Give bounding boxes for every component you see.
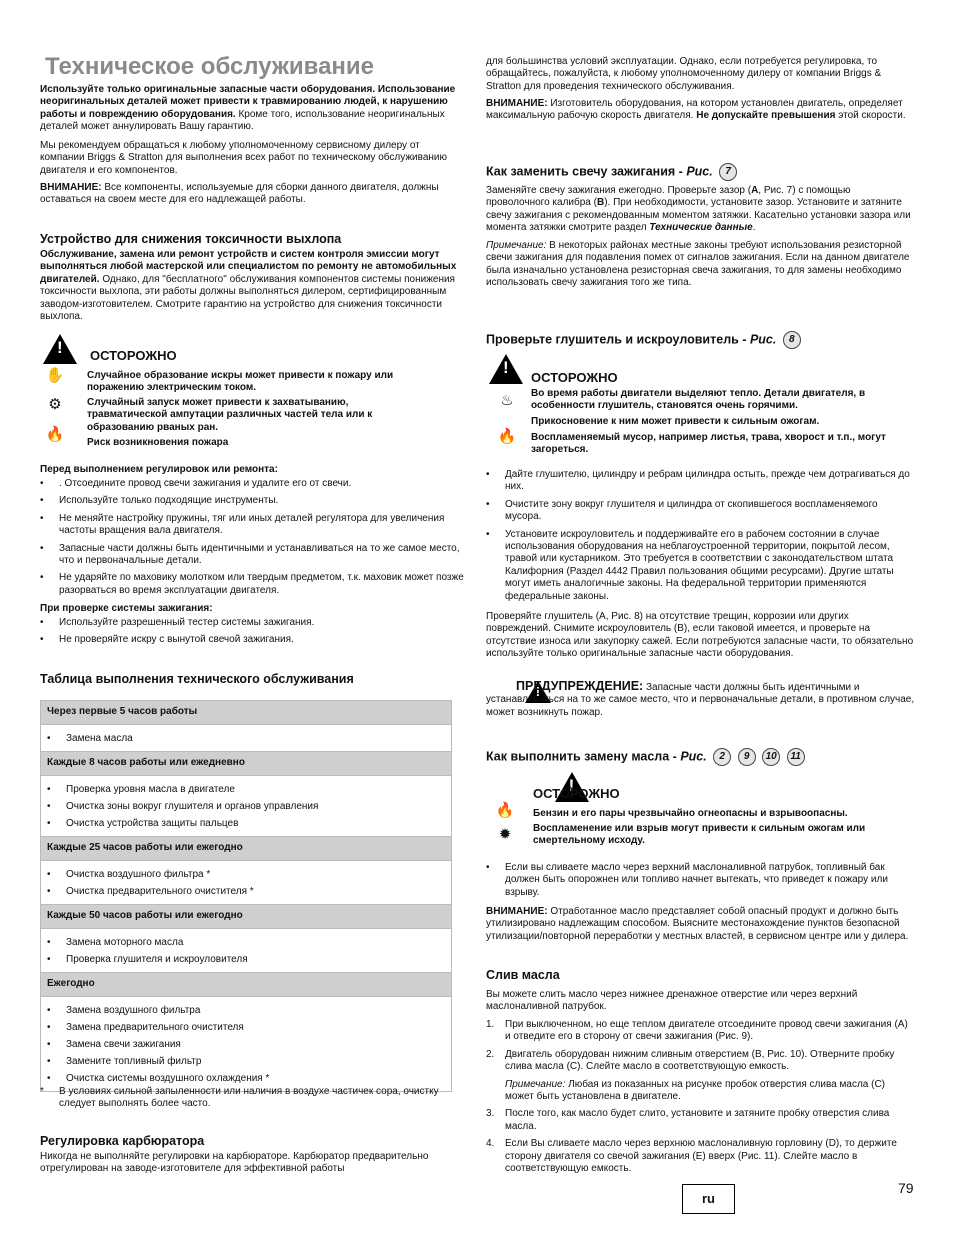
list-item: • . Отсоедините провод свечи зажигания и удалите его от свечи. (40, 478, 468, 490)
list-item: • Не меняйте настройку пружины, тяг или иных деталей регулятора для увеличения частоты вращения вала двигателя. (40, 513, 468, 538)
drain-steps (486, 1019, 916, 1180)
page-title: Техническое обслуживание (45, 53, 375, 80)
carb-paragraph: Никогда не выполняйте регулировки на карбюраторе. Карбюратор предварительно отрегулирован на заводе-изготовителе для эффективной работы (40, 1151, 429, 1175)
figure-ref: 9 (738, 748, 756, 766)
oil-heading: Как выполнить замену масла - Рис. 2 9 10 11 (486, 748, 805, 766)
figure-ref: 7 (719, 163, 737, 181)
list-item: 3. После того, как масло будет слито, установите и затяните пробку отверстия слива масла. (486, 1108, 890, 1132)
warning-heat: Во время работы двигатели выделяют тепло. Детали двигателя, в особенности глушитель, становятся очень горячими. (531, 388, 866, 412)
table-item: • Очистка воздушного фильтра * (41, 866, 451, 883)
speed-notice: ВНИМАНИЕ: Изготовитель оборудования, на котором установлен двигатель, определяет максимальную рабочую скорость двигателя. Не допускайте превышения этой скорости. (486, 98, 906, 122)
warning-triangle-icon (43, 334, 77, 364)
list-item: • Установите искроуловитель и поддерживайте его в рабочем состоянии в случае использования оборудования на неблагоустроенной территории, покрытой лесом, травой или кустарником. Это требуется в соответствии с законодательством штата Калифорния (Раздел 4442 Правил пользования общими ресурсами). Другие штаты могут иметь аналогичные законы. На федеральной территории применяются федеральные законы. (486, 529, 916, 603)
warning-title: ОСТОРОЖНО (533, 786, 620, 801)
warning-fuel: Бензин и его пары чрезвычайно огнеопасны и взрывоопасны. (533, 808, 848, 819)
figure-ref: 11 (787, 748, 805, 766)
electric-shock-icon: ✋ (45, 367, 65, 384)
table-section-body (41, 929, 452, 973)
warning-spark: Случайное образование искры может привести к пожару или поражению электрическим током. (87, 370, 394, 394)
table-section-header: Ежегодно (41, 973, 452, 997)
plug-heading: Как заменить свечу зажигания - Рис. 7 (486, 163, 737, 181)
table-item: • Очистка устройства защиты пальцев (41, 815, 451, 832)
list-item: • Очистите зону вокруг глушителя и цилиндра от скопившегося воспламеняемого мусора. (486, 499, 916, 524)
fire-icon: 🔥 (497, 428, 517, 445)
ignition-list (40, 617, 468, 652)
list-item: 1. При выключенном, но еще теплом двигателе отсоедините провод свечи зажигания (A) и отведите его в сторону от свечи зажигания (Рис. 9). (486, 1019, 908, 1043)
explosion-icon: ✹ (498, 826, 512, 843)
page-number: 79 (898, 1180, 914, 1196)
before-heading: Перед выполнением регулировок или ремонта: (40, 464, 278, 475)
intro-paragraph: Используйте только оригинальные запасные части оборудования. Использование неоригинальных деталей может привести к травмированию людей, к нарушению работы и повреждению оборудования. Кроме того, использование неоригинальных деталей может аннулировать Вашу гарантию. (40, 84, 456, 133)
figure-ref: 8 (783, 331, 801, 349)
hot-surface-icon: ♨ (500, 392, 514, 409)
table-heading: Таблица выполнения технического обслуживания (40, 672, 354, 686)
emission-heading: Устройство для снижения токсичности выхлопа (40, 232, 342, 246)
fire-icon: 🔥 (45, 426, 65, 443)
table-item: • Очистка зоны вокруг глушителя и органов управления (41, 798, 451, 815)
table-section-header: Каждые 25 часов работы или ежегодно (41, 837, 452, 861)
table-item: • Замена воздушного фильтра (41, 1002, 451, 1019)
muffler-heading: Проверьте глушитель и искроуловитель - Рис. 8 (486, 331, 801, 349)
table-section-header: Через первые 5 часов работы (41, 701, 452, 725)
warning-debris: Воспламеняемый мусор, например листья, трава, хворост и т.п., могут загореться. (531, 432, 886, 456)
table-section-header: Каждые 8 часов работы или ежедневно (41, 752, 452, 776)
drain-heading: Слив масла (486, 968, 560, 982)
caution-paragraph: ПРЕДУПРЕЖДЕНИЕ: Запасные части должны быть идентичными и устанавливаться на то же самое место, что и первоначальные детали, в противном случае, может возникнуть пожар. (486, 679, 915, 718)
muffler-list (486, 469, 916, 608)
list-item: 4. Если Вы сливаете масло через верхнюю маслоналивную горловину (D), то держите сторону двигателя со свечой зажигания (E) вверх (Рис. 11). Слейте масло в соответствующую емкость. (486, 1138, 897, 1175)
table-item: • Проверка глушителя и искроуловителя (41, 951, 451, 968)
list-item: • Запасные части должны быть идентичными и устанавливаться на то же самое место, что и первоначальные детали. (40, 543, 468, 568)
footnote: В условиях сильной запыленности или наличия в воздухе частичек сора, очистку следует выполнять более часто. (59, 1086, 439, 1110)
oil-list (486, 862, 916, 904)
table-section-body (41, 861, 452, 905)
plug-note: Примечание: В некоторых районах местные законы требуют использования резисторной свечи зажигания для подавления помех от сигналов зажигания. Если на данном двигателе была изначально установлена резисторная свеча зажигания, то для замены необходимо использовать свечу зажигания того же типа. (486, 240, 910, 289)
fire-icon: 🔥 (495, 802, 515, 819)
dealer-paragraph: Мы рекомендуем обращаться к любому уполномоченному сервисному дилеру от компании Briggs & Stratton для выполнения всех работ по техническому обслуживанию двигателя и его компонентов. (40, 140, 447, 176)
table-section-body (41, 997, 452, 1092)
muffler-paragraph: Проверяйте глушитель (A, Рис. 8) на отсутствие трещин, коррозии или других повреждений. Снимите искроуловитель (B), если таковой имеется, и проверьте на отсутствие износа или закупорку сажей. Если потребуются запасные части, то обязательно используйте только оригинальные запасные части оборудования. (486, 611, 914, 660)
warning-explosion: Воспламенение или взрыв могут привести к сильным ожогам или смертельному исходу. (533, 823, 866, 847)
right-column (486, 0, 916, 1175)
list-item: • Используйте разрешенный тестер системы зажигания. (40, 617, 468, 629)
table-section-body (41, 725, 452, 752)
maintenance-table (40, 700, 452, 1092)
emission-paragraph: Обслуживание, замена или ремонт устройств и систем контроля эмиссии могут выполняться любой мастерской или специалистом по ремонту не автомобильных двигателей. Однако, для "бесплатного" обслуживания компонентов системы понижения токсичности выхлопа, эти работы должны выполняться дилером, сертифицированным заводом-изготовителем. Смотрите гарантию на устройство для снижения токсичности выхлопа. (40, 249, 457, 323)
list-item: • Не ударяйте по маховику молотком или твердым предметом, т.к. маховик может позже разорваться во время эксплуатации двигателя. (40, 572, 468, 597)
list-item: 2. Двигатель оборудован нижним сливным отверстием (B, Рис. 10). Отверните пробку слива масла (C). Слейте масло в соответствующую емкость. Примечание: Любая из показанных на рисунке пробок отверстия слива масла (C) может быть установлена в двигателе. (486, 1049, 916, 1104)
language-badge: ru (682, 1184, 735, 1214)
list-item: • Используйте только подходящие инструменты. (40, 495, 468, 507)
oil-notice: ВНИМАНИЕ: Отработанное масло представляет собой опасный продукт и должно быть утилизировано надлежащим способом. Выясните местонахождение пунктов безопасной утилизации/повторной переработки у местных властей, в сервисном центре или у дилера. (486, 906, 909, 942)
table-item: • Замените топливный фильтр (41, 1053, 451, 1070)
warning-title: ОСТОРОЖНО (531, 370, 618, 385)
carb-continued: для большинства условий эксплуатации. Однако, если потребуется регулировка, то обращайтесь, пожалуйста, к любому уполномоченному дилеру от компании Briggs & Stratton для проведения технического обслуживания. (486, 56, 882, 92)
warning-triangle-icon (489, 354, 523, 384)
table-section-header: Каждые 50 часов работы или ежегодно (41, 905, 452, 929)
carb-heading: Регулировка карбюратора (40, 1134, 205, 1148)
drain-paragraph: Вы можете слить масло через нижнее дренажное отверстие или через верхний маслоналивной патрубок. (486, 989, 858, 1013)
before-list (40, 478, 468, 602)
left-column (40, 0, 464, 1175)
warning-burn: Прикосновение к ним может привести к сильным ожогам. (531, 416, 820, 427)
list-item: • Не проверяйте искру с вынутой свечой зажигания. (40, 634, 468, 646)
drain-note: Примечание: Любая из показанных на рисунке пробок отверстия слива масла (C) может быть установлена в двигателе. (505, 1078, 885, 1103)
table-item: • Проверка уровня масла в двигателе (41, 781, 451, 798)
footnote-mark: * (40, 1086, 44, 1097)
table-item: • Замена масла (41, 730, 451, 747)
warning-start: Случайный запуск может привести к захватыванию, травматической ампутации различных частей тела или к образованию рваных ран. (87, 397, 373, 433)
rotating-parts-icon: ⚙ (48, 396, 62, 413)
table-item: • Замена предварительного очистителя (41, 1019, 451, 1036)
table-item: • Замена моторного масла (41, 934, 451, 951)
figure-ref: 2 (713, 748, 731, 766)
table-item: • Очистка предварительного очистителя * (41, 883, 451, 900)
plug-paragraph: Заменяйте свечу зажигания ежегодно. Проверьте зазор (A, Рис. 7) с помощью проволочного калибра (B). При необходимости, установите зазор. Установите и затяните свечу зажигания с рекомендованным моментом затяжки. Касательно установки зазора или момента затяжки смотрите раздел Технические данные. (486, 185, 911, 234)
ignition-heading: При проверке системы зажигания: (40, 603, 213, 614)
notice-paragraph: ВНИМАНИЕ: Все компоненты, используемые для сборки данного двигателя, должны оставаться на своем месте для его надлежащей работы. (40, 182, 439, 206)
warning-fire: Риск возникновения пожара (87, 437, 229, 448)
list-item: • Дайте глушителю, цилиндру и ребрам цилиндра остыть, прежде чем дотрагиваться до них. (486, 469, 916, 494)
figure-ref: 10 (762, 748, 780, 766)
table-item: • Очистка системы воздушного охлаждения * (41, 1070, 451, 1087)
list-item: • Если вы сливаете масло через верхний маслоналивной патрубок, топливный бак должен быть опорожнен или топливо начнет вытекать, что приведет к пожару или взрыву. (486, 862, 916, 899)
table-item: • Замена свечи зажигания (41, 1036, 451, 1053)
warning-title: ОСТОРОЖНО (90, 348, 177, 363)
table-section-body (41, 776, 452, 837)
